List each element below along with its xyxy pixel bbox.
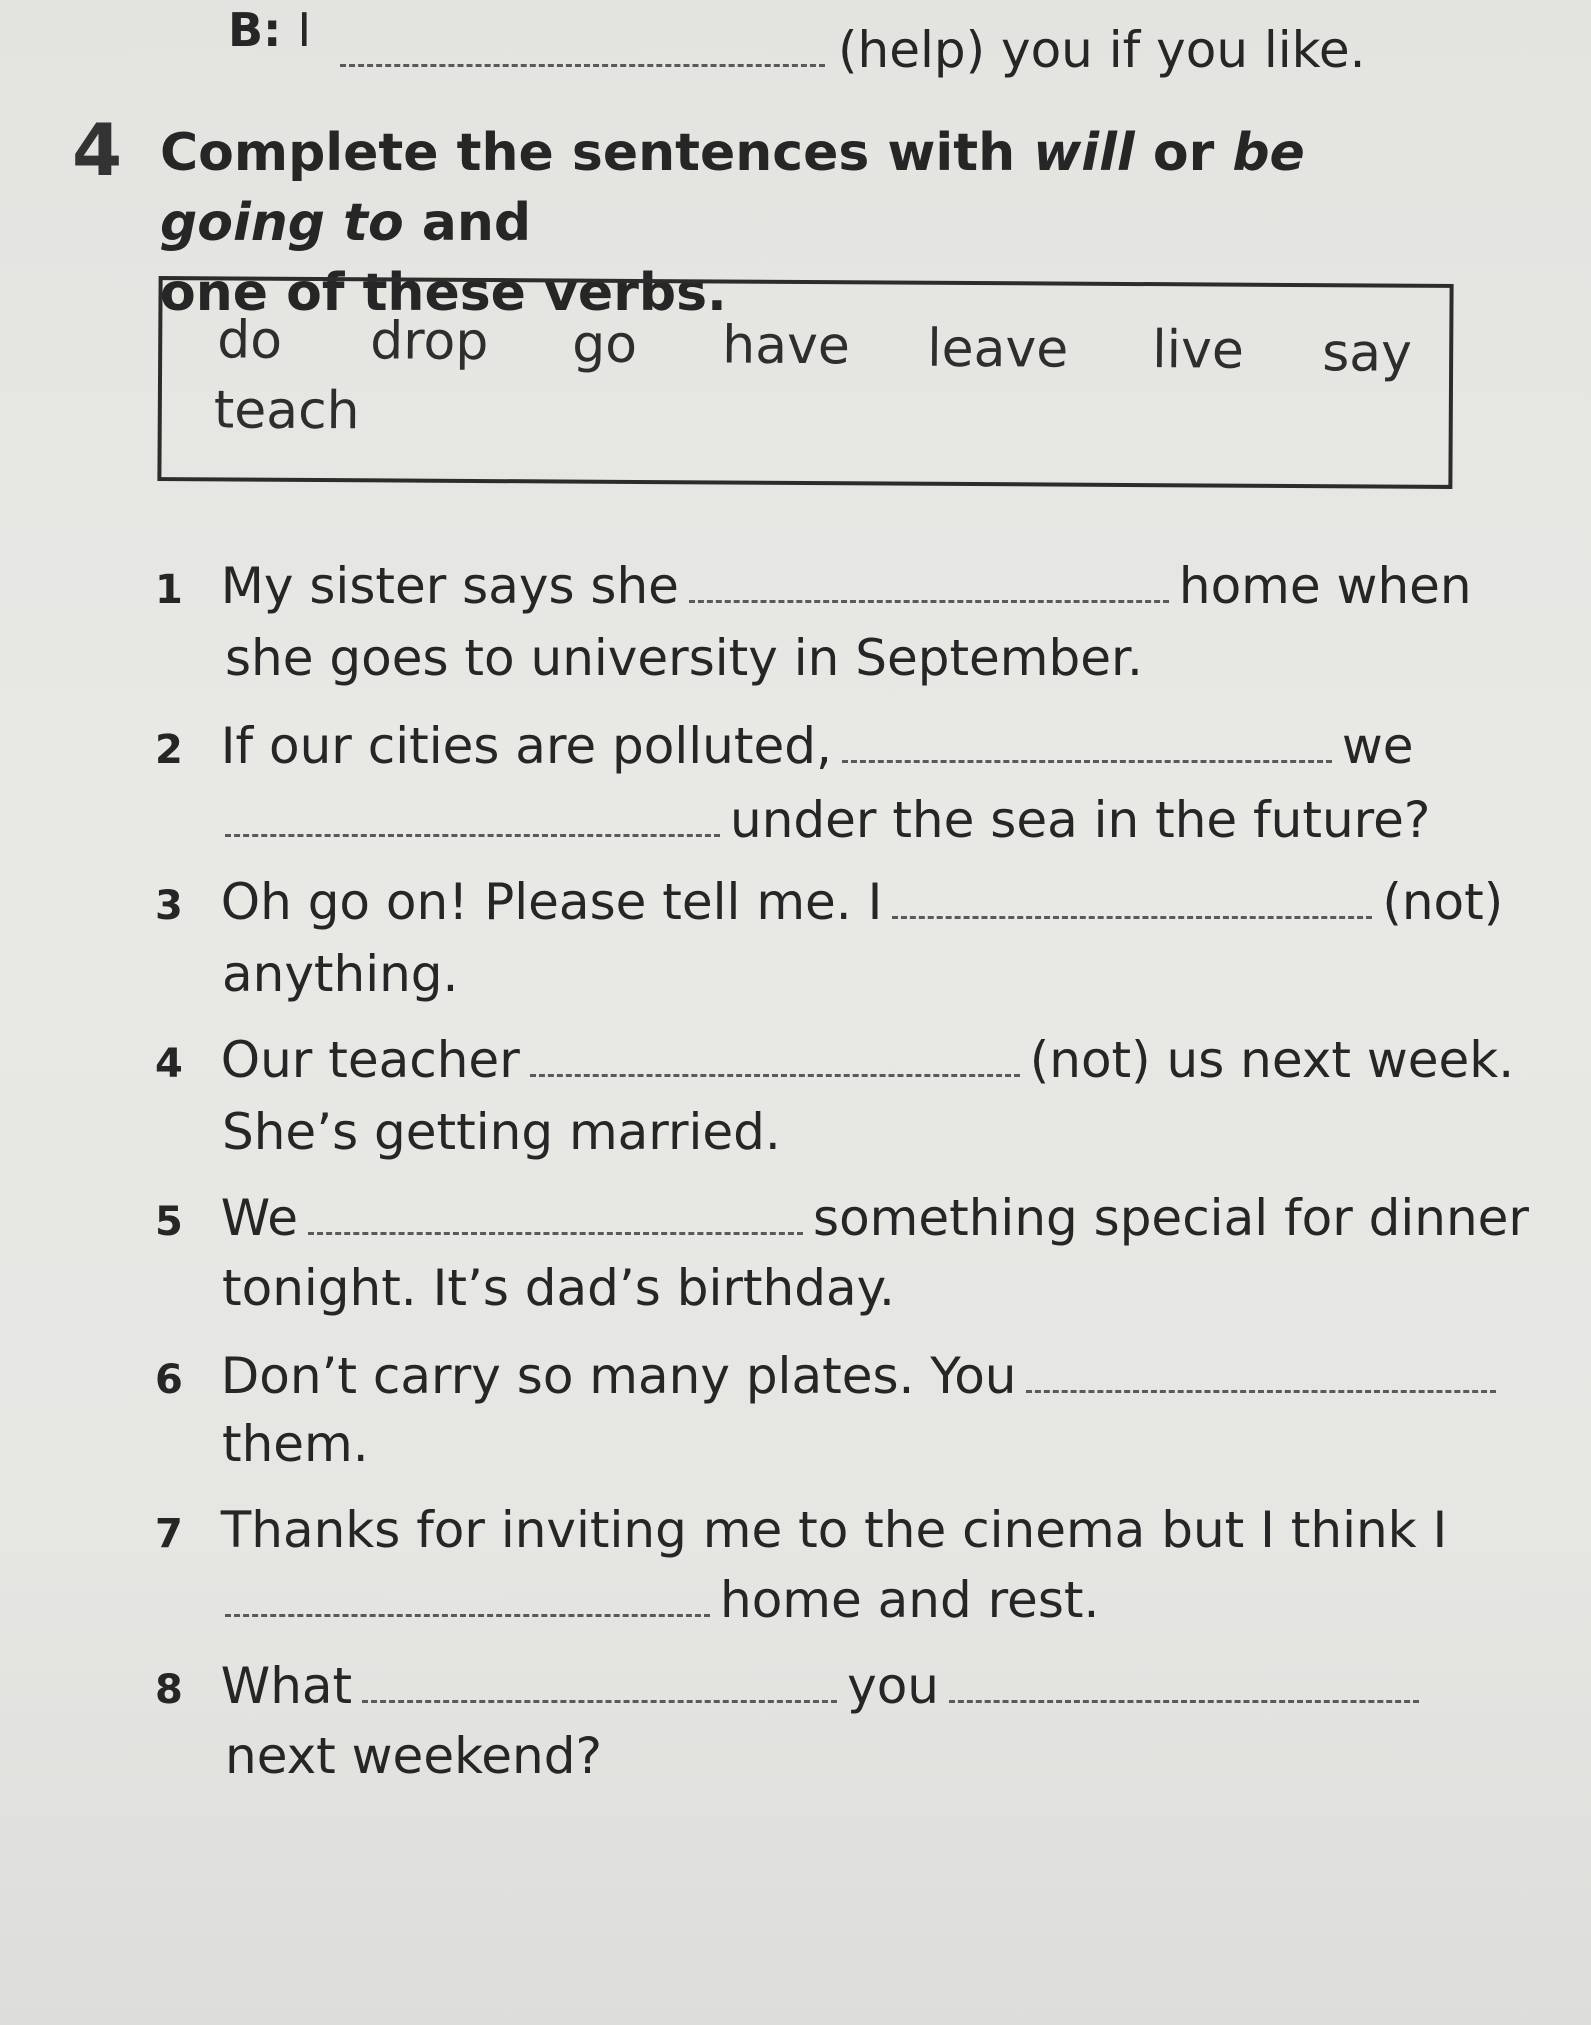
verb-say: say [1322,323,1413,384]
sentence-number: 4 [155,1041,183,1087]
answer-blank-2b[interactable] [225,832,720,837]
answer-blank-7[interactable] [225,1612,710,1617]
sentence-6-cont: them. [222,1415,369,1473]
sentence-7: 7 Thanks for inviting me to the cinema but I think I [155,1501,1448,1559]
sentence-number: 5 [155,1199,183,1245]
answer-blank-8a[interactable] [362,1698,837,1703]
verb-leave: leave [927,318,1069,380]
sentence-5-cont: tonight. It’s dad’s birthday. [222,1259,895,1317]
sentence-1: 1 My sister says she home when [155,557,1472,615]
dialogue-line [228,0,311,60]
sentence-number: 7 [155,1511,183,1557]
sentence-7-cont: home and rest. [225,1570,1099,1630]
sentence-number: 1 [155,567,183,613]
answer-blank-2a[interactable] [842,758,1332,763]
sentence-4: 4 Our teacher (not) us next week. [155,1031,1515,1089]
speaker-subject: I [297,3,312,57]
sentence-5: 5 We something special for dinner [155,1189,1529,1247]
verb-do: do [217,310,283,371]
speaker-label: B: [228,3,282,57]
sentence-number: 3 [155,883,183,929]
sentence-2-cont: under the sea in the future? [225,790,1430,850]
sentence-4-cont: She’s getting married. [222,1103,781,1161]
sentence-8: 8 What you [155,1656,1429,1720]
verb-drop: drop [370,311,489,373]
verb-have: have [722,315,850,377]
sentence-number: 6 [155,1357,183,1403]
answer-blank-6[interactable] [1026,1388,1496,1393]
answer-blank-1[interactable] [689,598,1169,603]
sentence-number: 2 [155,727,183,773]
answer-blank-3[interactable] [892,914,1372,919]
sentence-2: 2 If our cities are polluted, we [155,717,1414,775]
sentence-1-cont: she goes to university in September. [225,629,1143,687]
sentence-6: 6 Don’t carry so many plates. You [155,1346,1506,1410]
sentence-3-cont: anything. [222,945,459,1003]
exercise-number: 4 [72,108,123,192]
answer-blank-4[interactable] [530,1072,1020,1077]
answer-blank-5[interactable] [308,1230,803,1235]
sentence-number: 8 [155,1667,183,1713]
verb-live: live [1152,320,1245,381]
answer-blank[interactable] [330,52,835,71]
exercise-instruction: Complete the sentences with will or be going to and one of these verbs. [160,123,1305,323]
answer-blank-8b[interactable] [949,1698,1419,1703]
verb-teach: teach [213,380,360,442]
sentence-3: 3 Oh go on! Please tell me. I (not) [155,873,1504,931]
sentence-8-cont: next weekend? [225,1727,602,1785]
verb-go: go [572,314,638,375]
dialogue-rest: (help) you if you like. [838,21,1366,79]
verb-box [157,276,1453,489]
